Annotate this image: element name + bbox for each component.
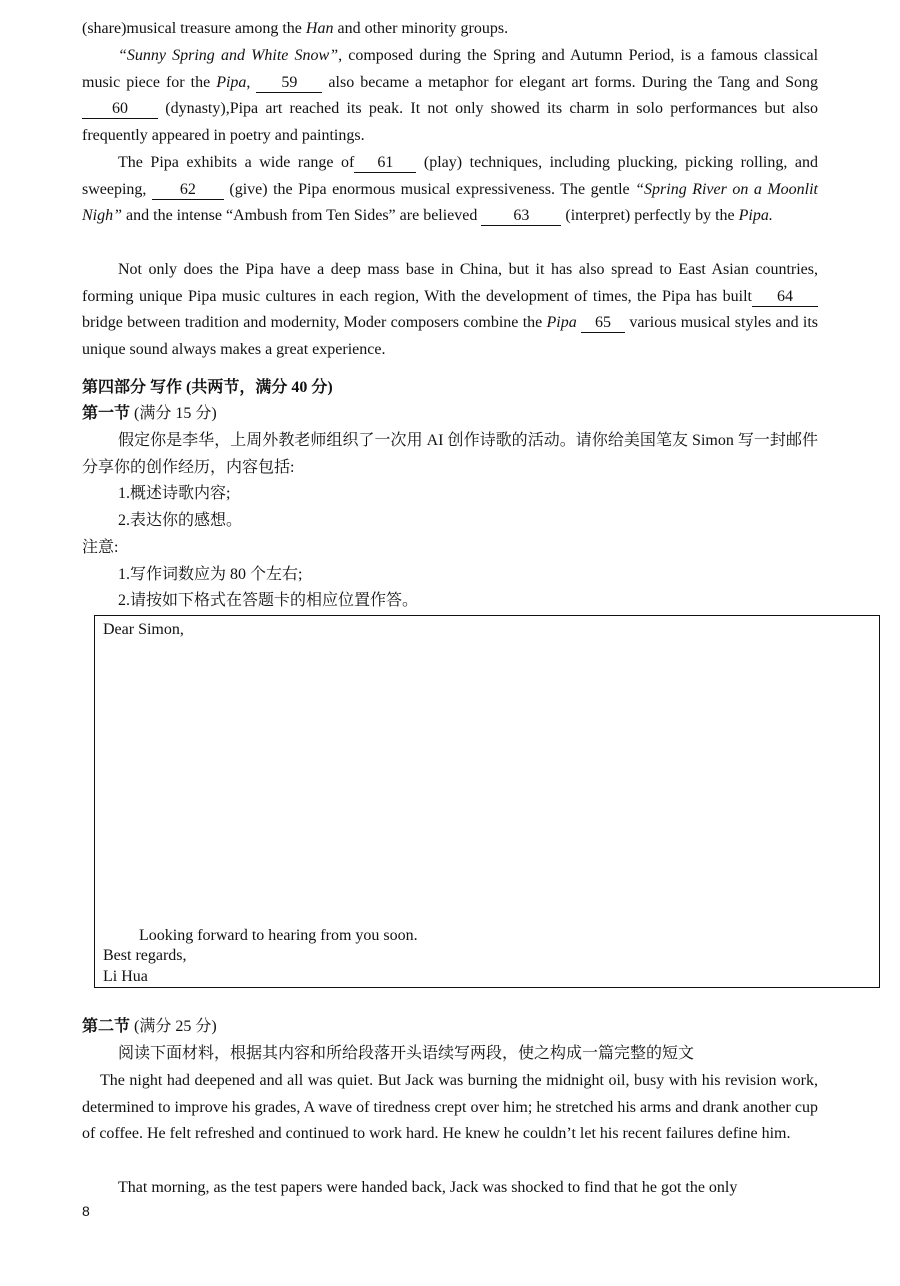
- note-label: 注意:: [82, 539, 119, 556]
- blank-63[interactable]: 63: [481, 207, 561, 226]
- page-number: 8: [82, 1203, 90, 1219]
- prompt-item-1: 1.概述诗歌内容;: [118, 485, 231, 502]
- letter-sign-off: Best regards,: [103, 947, 187, 964]
- passage-paragraph-1: (share)musical treasure among the Han and other minority groups.: [82, 20, 509, 37]
- letter-signature-name: Li Hua: [103, 968, 148, 985]
- prompt-item-2: 2.表达你的感想。: [118, 512, 243, 529]
- letter-answer-box[interactable]: [94, 615, 880, 988]
- part-four-title: 第四部分 写作 (共两节，满分 40 分): [82, 379, 333, 396]
- blank-60[interactable]: 60: [82, 100, 158, 119]
- letter-greeting: Dear Simon,: [103, 621, 184, 638]
- story-paragraph-1: The night had deepened and all was quiet. But Jack was burning the midnight oil, busy with his revision work, determined to improve his grades, A wave of tiredness crept over him; he stretched his arms and drank another cup of coffee. He felt refreshed and continued to work hard. He knew he couldn’t let his recent failures define him.: [82, 1072, 818, 1143]
- note-item-2: 2.请按如下格式在答题卡的相应位置作答。: [118, 592, 419, 609]
- blank-59[interactable]: 59: [256, 74, 322, 93]
- note-item-1: 1.写作词数应为 80 个左右;: [118, 566, 303, 583]
- blank-61[interactable]: 61: [354, 154, 416, 173]
- blank-62[interactable]: 62: [152, 181, 224, 200]
- letter-closing-line: Looking forward to hearing from you soon.: [139, 927, 418, 944]
- section-two-header: 第二节 (满分 25 分): [82, 1018, 217, 1035]
- story-paragraph-2: That morning, as the test papers were handed back, Jack was shocked to find that he got the only: [118, 1179, 738, 1196]
- blank-65[interactable]: 65: [581, 314, 625, 333]
- blank-64[interactable]: 64: [752, 288, 818, 307]
- passage-paragraph-3: The Pipa exhibits a wide range of 61 (play) techniques, including plucking, picking rolling, and sweeping, 62 (give) the Pipa enormous musical expressiveness. The gentle “Spring River on a Moonlit Nigh” and the intense “Ambush from Ten Sides” are believed 63 (interpret) perfectly by the Pipa.: [82, 154, 819, 225]
- passage-paragraph-4: Not only does the Pipa have a deep mass base in China, but it has also spread to East Asian countries, forming unique Pipa music cultures in each region, With the development of times, the Pipa has built 64 bridge between tradition and modernity, Moder composers combine the Pipa 65 various musical styles and its unique sound always makes a great experience.: [82, 261, 819, 358]
- writing-prompt-1: 假定你是李华，上周外教老师组织了一次用 AI 创作诗歌的活动。请你给美国笔友 Simon 写一封邮件分享你的创作经历，内容包括:: [82, 432, 818, 476]
- section-one-header: 第一节 (满分 15 分): [82, 405, 217, 422]
- writing-prompt-2: 阅读下面材料，根据其内容和所给段落开头语续写两段，使之构成一篇完整的短文: [118, 1045, 695, 1062]
- passage-paragraph-2: “Sunny Spring and White Snow”, composed during the Spring and Autumn Period, is a famous classical music piece for the Pipa, 59 also became a metaphor for elegant art forms. During the Tang and Song 60 (dynasty),Pipa art reached its peak. It not only showed its charm in solo performances but also frequently appeared in poetry and paintings.: [82, 47, 819, 144]
